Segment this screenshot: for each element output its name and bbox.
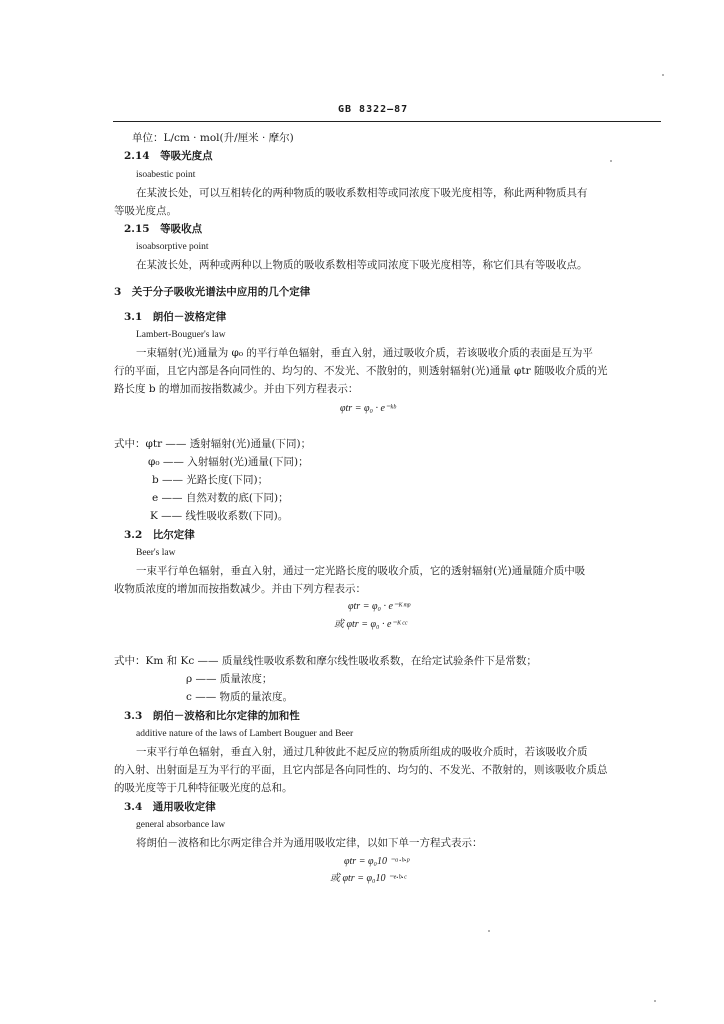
text-line: Beer's law <box>136 548 176 558</box>
text-line: ρ —— 质量浓度； <box>186 673 273 685</box>
text-line: 2.15 等吸收点 <box>124 223 203 235</box>
text-line: 等吸光度点。 <box>114 205 177 217</box>
text-line: 一束平行单色辐射，垂直入射，通过一定光路长度的吸收介质，它的透射辐射(光)通量随介质中吸 <box>136 565 586 577</box>
text-line: b —— 光路长度(下同)； <box>152 474 269 486</box>
scan-speck <box>488 930 490 932</box>
header-rule <box>113 121 661 122</box>
text-line: additive nature of the laws of Lambert Bouguer and Beer <box>136 729 354 739</box>
scan-speck <box>654 1000 656 1002</box>
text-line: 式中：φtr —— 透射辐射(光)通量(下同)； <box>114 438 312 450</box>
text-line: 3 关于分子吸收光谱法中应用的几个定律 <box>114 286 311 298</box>
text-line: 收物质浓度的增加而按指数减少。并由下列方程表示： <box>114 583 366 595</box>
text-line: 行的平面，且它内部是各向同性的、均匀的、不发光、不散射的，则透射辐射(光)通量 φtr 随吸收介质的光 <box>114 365 608 377</box>
text-line: c —— 物质的量浓度。 <box>186 691 294 703</box>
text-line: general absorbance law <box>136 820 226 830</box>
text-line: 2.14 等吸光度点 <box>124 150 213 162</box>
standard-code-header: GB 8322—87 <box>338 104 409 115</box>
text-line: 3.2 比尔定律 <box>124 529 195 541</box>
text-line: K —— 线性吸收系数(下同)。 <box>150 510 289 522</box>
text-line: φtr = φ₀ · e⁻ᴷᵐᵖ <box>348 601 411 612</box>
text-line: 式中：Km 和 Kc —— 质量线性吸收系数和摩尔线性吸收系数，在给定试验条件下是常数； <box>114 655 537 667</box>
text-line: 将朗伯－波格和比尔两定律合并为通用吸收定律，以如下单一方程式表示： <box>136 837 483 849</box>
text-line: φtr = φ₀10 ⁻ᵃ·ᵇ·ᵖ <box>344 856 410 867</box>
text-line: 3.4 通用吸收定律 <box>124 801 216 813</box>
text-line: 3.3 朗伯－波格和比尔定律的加和性 <box>124 710 300 722</box>
text-line: 一束辐射(光)通量为 φ₀ 的平行单色辐射，垂直入射，通过吸收介质，若该吸收介质的表面是互为平 <box>136 347 593 359</box>
text-line: 一束平行单色辐射，垂直入射，通过几种彼此不起反应的物质所组成的吸收介质时，若该吸收介质 <box>136 746 588 758</box>
text-line: 在某波长处，两种或两种以上物质的吸收系数相等或同浓度下吸光度相等，称它们具有等吸收点。 <box>136 259 588 271</box>
text-line: φtr = φ₀ · e⁻ᵏᵇ <box>340 403 396 414</box>
text-line: isoabsorptive point <box>136 242 209 252</box>
text-line: 或 φtr = φ₀ · e⁻ᴷᶜᶜ <box>334 619 407 630</box>
text-line: e —— 自然对数的底(下同)； <box>152 492 289 504</box>
text-line: Lambert-Bouguer's law <box>136 330 226 340</box>
scan-speck <box>610 160 612 162</box>
text-line: isoabestic point <box>136 170 196 180</box>
text-line: 或 φtr = φ₀10 ⁻ᵉ·ᵇ·ᶜ <box>330 873 407 884</box>
text-line: 3.1 朗伯－波格定律 <box>124 311 227 323</box>
text-line: 在某波长处，可以互相转化的两种物质的吸收系数相等或同浓度下吸光度相等，称此两种物质具有 <box>136 187 588 199</box>
text-line: 的吸光度等于几种特征吸光度的总和。 <box>114 782 293 794</box>
text-line: 路长度 b 的增加而按指数减少。并由下列方程表示： <box>114 383 359 395</box>
text-line: φ₀ —— 入射辐射(光)通量(下同)； <box>148 456 309 468</box>
scan-speck <box>662 74 664 76</box>
text-line: 单位：L/cm · mol(升/厘米 · 摩尔) <box>132 132 294 144</box>
text-line: 的入射、出射面是互为平行的平面，且它内部是各向同性的、均匀的、不发光、不散射的，则该吸收介质总 <box>114 764 608 776</box>
